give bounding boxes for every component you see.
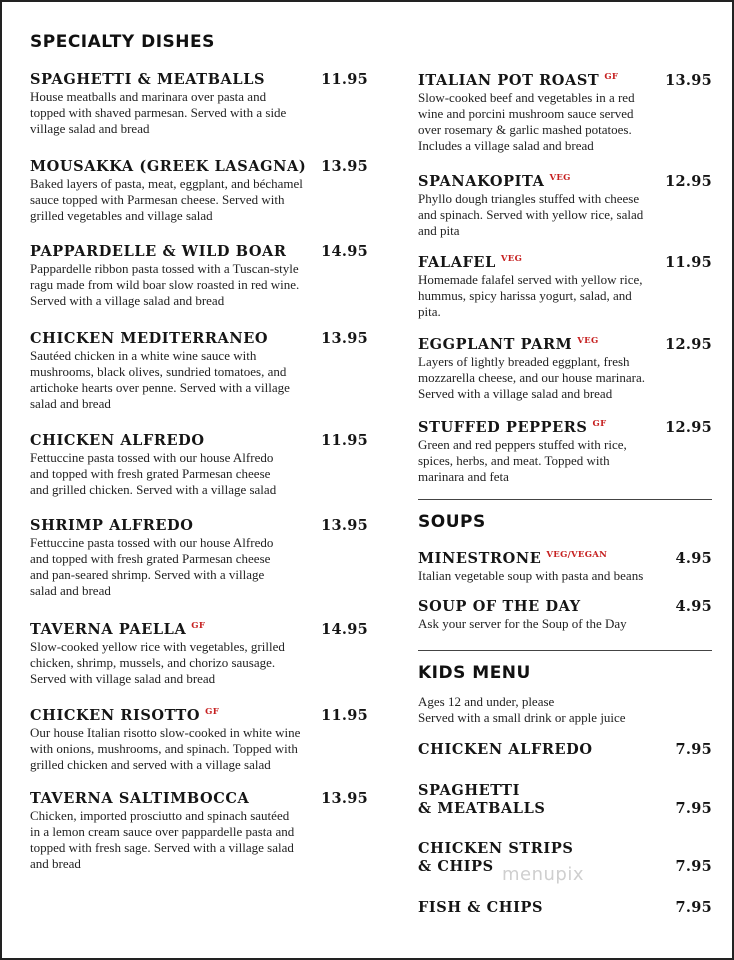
menu-item-description xyxy=(30,808,368,872)
menu-item-description xyxy=(30,176,368,224)
kids-item-name: CHICKEN ALFREDO xyxy=(418,741,593,758)
menu-item-name xyxy=(30,158,306,175)
description-line: wine and porcini mushroom sauce served xyxy=(418,106,634,121)
menu-item xyxy=(418,170,712,239)
menu-item xyxy=(418,416,712,485)
menu-item-description xyxy=(30,261,368,309)
kids-item-name: & MEATBALLS xyxy=(418,800,546,817)
kids-item-price: 7.95 xyxy=(675,741,712,758)
description-line: Slow-cooked beef and vegetables in a red xyxy=(418,90,635,105)
kids-divider xyxy=(418,650,712,651)
description-line: hummus, spicy harissa yogurt, salad, and xyxy=(418,288,632,303)
kids-menu-item xyxy=(418,899,712,917)
menu-item-name xyxy=(418,598,581,615)
description-line: topped with fresh sage. Served with a village salad xyxy=(30,840,294,855)
menu-item-name xyxy=(30,704,219,724)
menu-item-header xyxy=(30,790,368,807)
description-line: Slow-cooked yellow rice with vegetables, grilled xyxy=(30,639,285,654)
kids-intro xyxy=(418,694,712,725)
menu-item-name xyxy=(30,71,265,88)
menu-item xyxy=(418,598,712,632)
menu-item-name-text: MINESTRONE xyxy=(418,550,542,567)
kids-item-name: SPAGHETTI xyxy=(418,782,520,799)
description-line: in a lemon cream sauce over pappardelle pasta and xyxy=(30,824,295,839)
menu-item-price: 4.95 xyxy=(675,598,712,615)
watermark: menupix xyxy=(502,864,585,885)
specialty-title: SPECIALTY DISHES xyxy=(30,32,215,52)
description-line: topped with shaved parmesan. Served with a side xyxy=(30,105,287,120)
menu-item-name-text: MOUSAKKA (GREEK LASAGNA) xyxy=(30,158,307,175)
menu-item-name xyxy=(418,170,571,190)
menu-item-header xyxy=(418,598,712,615)
menu-item-description xyxy=(418,437,712,485)
menu-item-description xyxy=(30,450,368,498)
menu-item-header xyxy=(30,432,368,449)
description-line: Served with a village salad and bread xyxy=(418,386,613,401)
menu-item-description xyxy=(30,725,368,773)
description-line: Italian vegetable soup with pasta and beans xyxy=(418,568,644,583)
kids-item-price: 7.95 xyxy=(675,899,712,916)
kids-item-name: & CHIPS xyxy=(418,858,494,875)
menu-item-header xyxy=(418,333,712,353)
description-line: artichoke hearts over penne. Served with a village xyxy=(30,380,290,395)
menu-item-price: 13.95 xyxy=(321,158,368,175)
kids-item-name: CHICKEN STRIPS xyxy=(418,840,574,857)
menu-item-name xyxy=(418,69,618,89)
description-line: mushrooms, black olives, sundried tomatoes, and xyxy=(30,364,287,379)
menu-item-header xyxy=(418,251,712,271)
menu-item-name xyxy=(30,517,193,534)
description-line: ragu made from wild boar slow roasted in red wine. xyxy=(30,277,300,292)
menu-item-description xyxy=(418,90,712,154)
menu-item xyxy=(30,618,368,687)
diet-tag: VEG xyxy=(577,336,599,346)
description-line: chicken, shrimp, mussels, and chorizo sausage. xyxy=(30,655,276,670)
description-line: Includes a village salad and bread xyxy=(418,138,594,153)
kids-intro-line: Ages 12 and under, please xyxy=(418,694,555,709)
description-line: spices, herbs, and meat. Topped with xyxy=(418,453,610,468)
description-line: grilled vegetables and village salad xyxy=(30,208,213,223)
kids-menu-item xyxy=(418,782,712,818)
menu-item xyxy=(418,69,712,154)
menu-item-name-text: SOUP OF THE DAY xyxy=(418,598,581,615)
diet-tag: GF xyxy=(205,707,220,717)
menu-item-header xyxy=(30,71,368,88)
description-line: Homemade falafel served with yellow rice, xyxy=(418,272,643,287)
menu-item-header xyxy=(418,416,712,436)
menu-item-name-text: SHRIMP ALFREDO xyxy=(30,517,194,534)
menu-item-price: 14.95 xyxy=(321,621,368,638)
menu-item-header xyxy=(418,69,712,89)
description-line: Pappardelle ribbon pasta tossed with a Tuscan-style xyxy=(30,261,299,276)
menu-item-description xyxy=(418,616,712,632)
menu-item-description xyxy=(418,354,712,402)
menu-item-price: 13.95 xyxy=(665,72,712,89)
menu-item xyxy=(30,158,368,224)
diet-tag: VEG xyxy=(500,254,523,264)
menu-item-price: 4.95 xyxy=(675,550,712,567)
menu-item-name xyxy=(418,416,606,436)
description-line: sauce topped with Parmesan cheese. Served with xyxy=(30,192,285,207)
description-line: Served with village salad and bread xyxy=(30,671,216,686)
menu-item-header xyxy=(30,704,368,724)
menu-item-header xyxy=(418,547,712,567)
description-line: Baked layers of pasta, meat, eggplant, and béchamel xyxy=(30,176,303,191)
menu-item-description xyxy=(418,191,712,239)
menu-item xyxy=(418,251,712,320)
menu-item-name-text: STUFFED PEPPERS xyxy=(418,419,588,436)
menu-item-price: 13.95 xyxy=(321,517,368,534)
kids-item-price: 7.95 xyxy=(675,858,712,875)
menu-item-price: 12.95 xyxy=(665,336,712,353)
description-line: salad and bread xyxy=(30,396,111,411)
description-line: Green and red peppers stuffed with rice, xyxy=(418,437,627,452)
description-line: with onions, mushrooms, and spinach. Topped with xyxy=(30,741,298,756)
description-line: Our house Italian risotto slow-cooked in white wine xyxy=(30,725,301,740)
menu-item-price: 11.95 xyxy=(321,707,368,724)
menu-item xyxy=(30,517,368,599)
menu-item-name-text: PAPPARDELLE & WILD BOAR xyxy=(30,243,287,260)
diet-tag: GF xyxy=(592,419,607,429)
description-line: and topped with fresh grated Parmesan cheese xyxy=(30,551,271,566)
menu-item-price: 13.95 xyxy=(321,790,368,807)
menu-item-name xyxy=(30,618,205,638)
menu-item-name xyxy=(418,547,607,567)
menu-item-name-text: EGGPLANT PARM xyxy=(418,336,573,353)
menu-item-price: 11.95 xyxy=(665,254,712,271)
description-line: and pan-seared shrimp. Served with a village xyxy=(30,567,265,582)
menu-item-description xyxy=(30,639,368,687)
kids-menu-title: KIDS MENU xyxy=(418,663,531,683)
menu-item xyxy=(30,704,368,773)
menu-item-header xyxy=(30,243,368,260)
menu-item-name xyxy=(30,432,205,449)
menu-item-price: 11.95 xyxy=(321,432,368,449)
description-line: Fettuccine pasta tossed with our house Alfredo xyxy=(30,535,274,550)
menu-item-price: 13.95 xyxy=(321,330,368,347)
description-line: and spinach. Served with yellow rice, salad xyxy=(418,207,644,222)
description-line: mozzarella cheese, and our house marinara. xyxy=(418,370,646,385)
menu-item-header xyxy=(30,158,368,175)
menu-item-header xyxy=(30,330,368,347)
kids-item-name: FISH & CHIPS xyxy=(418,899,544,916)
description-line: House meatballs and marinara over pasta and xyxy=(30,89,267,104)
kids-intro-line: Served with a small drink or apple juice xyxy=(418,709,626,725)
description-line: and grilled chicken. Served with a village salad xyxy=(30,482,277,497)
menu-item-header xyxy=(30,517,368,534)
description-line: and topped with fresh grated Parmesan cheese xyxy=(30,466,271,481)
menu-item xyxy=(30,432,368,498)
description-line: Chicken, imported prosciutto and spinach sautéed xyxy=(30,808,290,823)
description-line: over rosemary & garlic mashed potatoes. xyxy=(418,122,632,137)
menu-item-name-text: TAVERNA PAELLA xyxy=(30,621,187,638)
menu-item-header xyxy=(30,618,368,638)
menu-item-description xyxy=(418,272,712,320)
description-line: marinara and feta xyxy=(418,469,509,484)
description-line: salad and bread xyxy=(30,583,111,598)
menu-item xyxy=(418,333,712,402)
diet-tag: GF xyxy=(191,621,206,631)
kids-item-price: 7.95 xyxy=(675,800,712,817)
menu-item-name xyxy=(418,251,522,271)
menu-item xyxy=(30,243,368,309)
menu-item-name-text: CHICKEN ALFREDO xyxy=(30,432,205,449)
description-line: pita. xyxy=(418,304,441,319)
description-line: grilled chicken and served with a village salad xyxy=(30,757,271,772)
description-line: Sautéed chicken in a white wine sauce with xyxy=(30,348,257,363)
description-line: village salad and bread xyxy=(30,121,150,136)
soups-divider xyxy=(418,499,712,500)
menu-item-price: 11.95 xyxy=(321,71,368,88)
description-line: and pita xyxy=(418,223,460,238)
menu-item-description xyxy=(30,535,368,599)
menu-item-name xyxy=(30,330,268,347)
menu-item-price: 12.95 xyxy=(665,419,712,436)
menu-item-name xyxy=(30,790,249,807)
menu-item xyxy=(30,790,368,872)
menu-item-description xyxy=(30,89,368,137)
description-line: and bread xyxy=(30,856,81,871)
soups-title: SOUPS xyxy=(418,512,486,532)
menu-item-name-text: CHICKEN MEDITERRANEO xyxy=(30,330,269,347)
diet-tag: VEG/VEGAN xyxy=(546,550,608,560)
menu-item xyxy=(30,330,368,412)
description-line: Layers of lightly breaded eggplant, fresh xyxy=(418,354,630,369)
menu-item-name-text: SPANAKOPITA xyxy=(418,173,545,190)
menu-item-name xyxy=(30,243,287,260)
menu-item-name-text: FALAFEL xyxy=(418,254,496,271)
menu-item-name-text: TAVERNA SALTIMBOCCA xyxy=(30,790,250,807)
diet-tag: VEG xyxy=(549,173,571,183)
description-line: Fettuccine pasta tossed with our house Alfredo xyxy=(30,450,274,465)
diet-tag: GF xyxy=(604,72,619,82)
menu-item-price: 12.95 xyxy=(665,173,712,190)
menu-item-name-text: CHICKEN RISOTTO xyxy=(30,707,201,724)
menu-item-name-text: ITALIAN POT ROAST xyxy=(418,72,600,89)
menu-item-header xyxy=(418,170,712,190)
menu-item-name xyxy=(418,333,599,353)
menu-item-description xyxy=(418,568,712,584)
menu-item xyxy=(30,71,368,137)
description-line: Served with a village salad and bread xyxy=(30,293,225,308)
menu-item xyxy=(418,547,712,584)
kids-menu-item xyxy=(418,741,712,759)
menu-item-description xyxy=(30,348,368,412)
menu-item-price: 14.95 xyxy=(321,243,368,260)
description-line: Ask your server for the Soup of the Day xyxy=(418,616,627,631)
description-line: Phyllo dough triangles stuffed with cheese xyxy=(418,191,640,206)
menu-item-name-text: SPAGHETTI & MEATBALLS xyxy=(30,71,266,88)
